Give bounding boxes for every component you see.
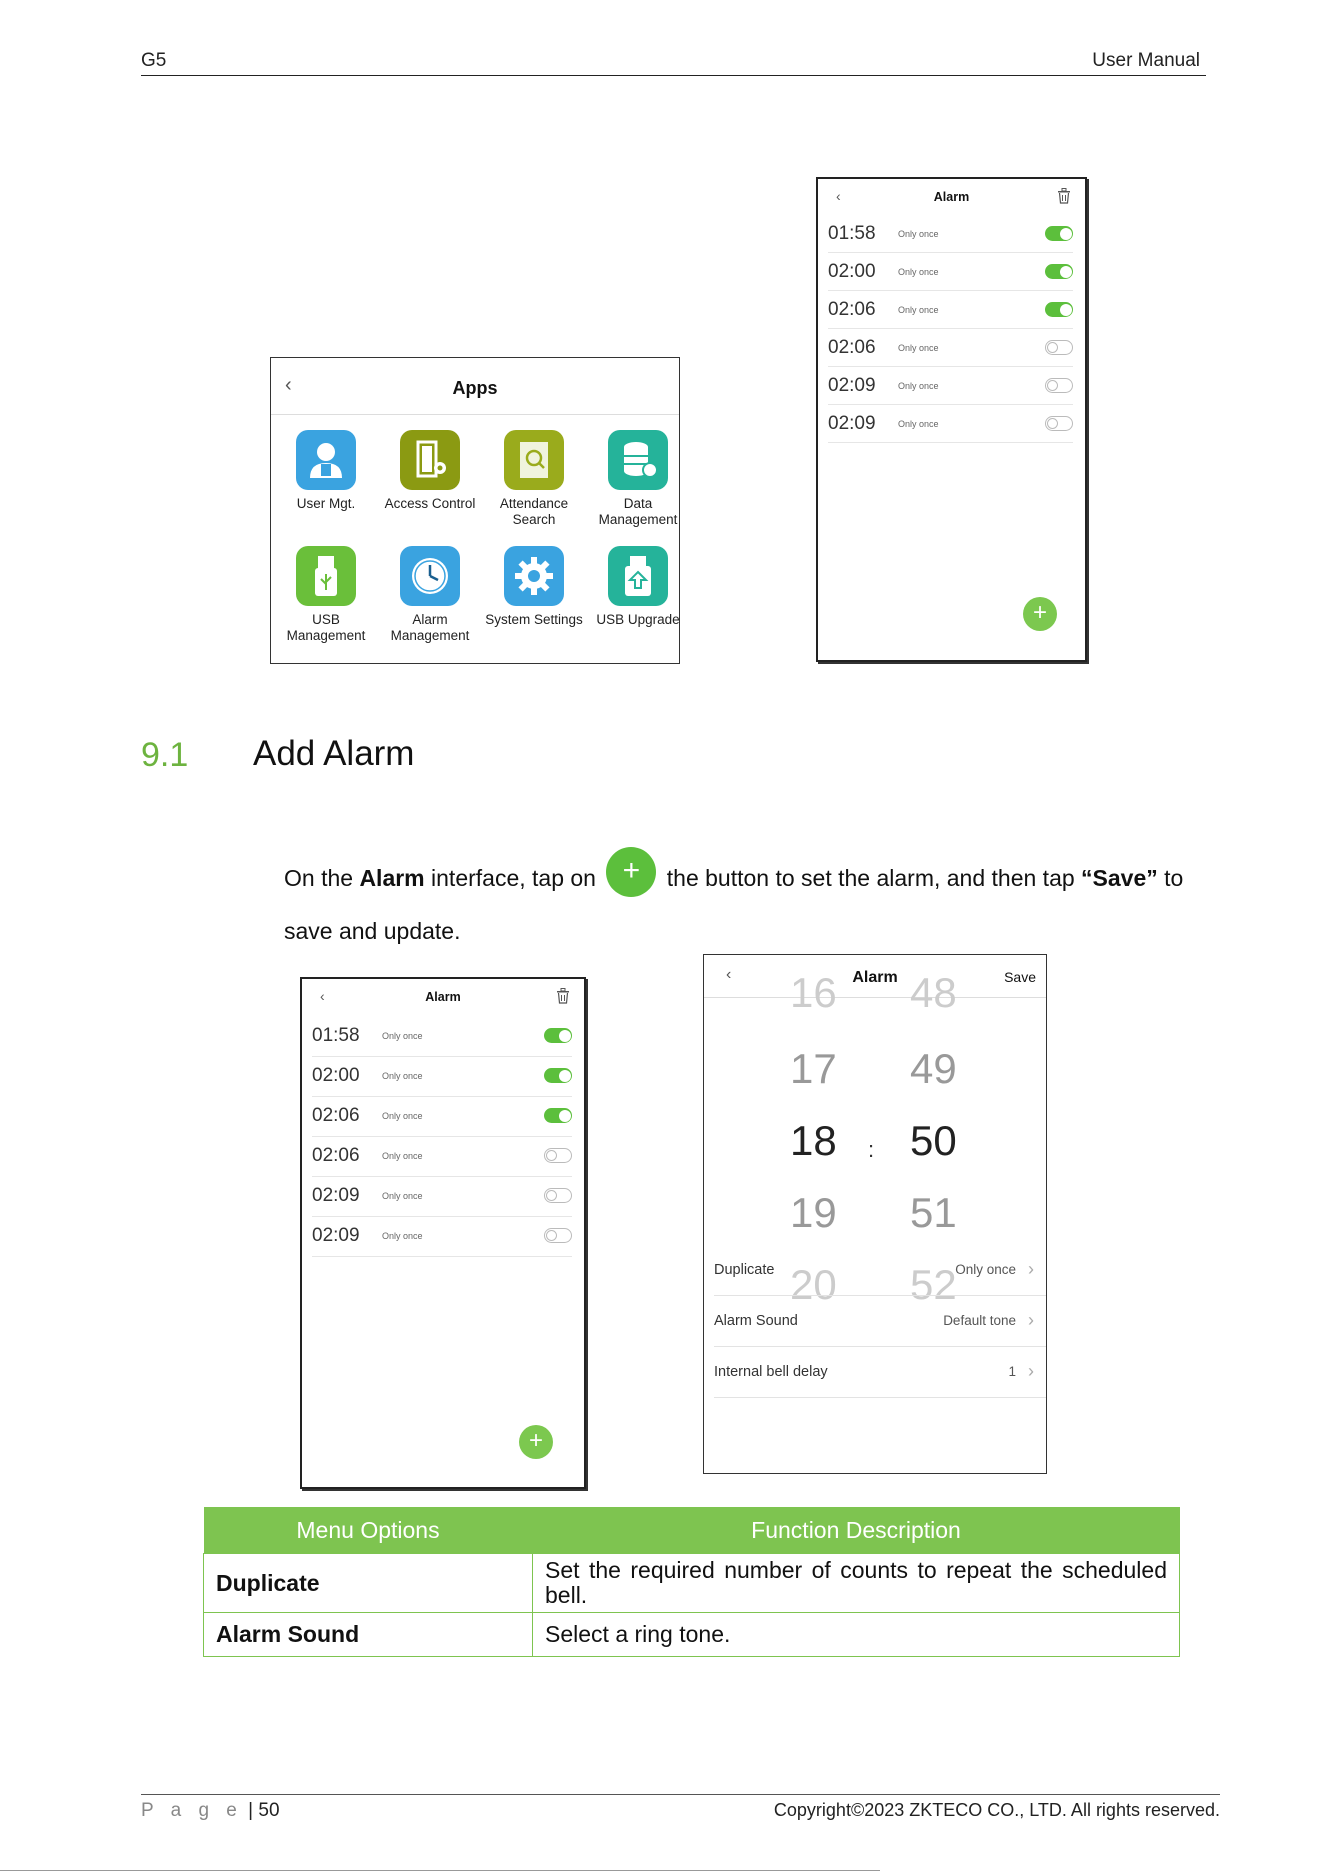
alarm-repeat: Only once <box>382 1111 423 1121</box>
alarm-row[interactable] <box>828 253 1073 291</box>
gear-icon <box>504 546 564 606</box>
clock-icon <box>400 546 460 606</box>
app-label: Alarm Management <box>390 612 470 643</box>
alarm-repeat: Only once <box>382 1231 423 1241</box>
setting-alarm-sound[interactable] <box>714 1296 1046 1347</box>
chevron-right-icon: › <box>1028 1259 1034 1279</box>
app-label: User Mgt. <box>296 496 356 511</box>
alarm-toggle[interactable] <box>544 1228 572 1243</box>
alarm-toggle[interactable] <box>1045 226 1073 241</box>
minute-option[interactable]: 48 <box>910 969 957 1016</box>
table-row <box>204 1613 1180 1657</box>
alarm-repeat: Only once <box>382 1031 423 1041</box>
alarm-time: 02:06 <box>312 1145 360 1166</box>
setting-label: Duplicate <box>714 1262 775 1278</box>
setting-label: Alarm Sound <box>714 1313 798 1329</box>
bold-text: Alarm <box>359 865 425 891</box>
alarm-time: 02:06 <box>828 299 876 320</box>
apps-topbar <box>271 358 679 415</box>
back-chevron-icon[interactable]: ‹ <box>285 374 292 396</box>
apps-title: Apps <box>452 378 498 398</box>
app-usb-upgrade[interactable] <box>586 546 690 628</box>
alarm-row[interactable] <box>312 1177 572 1217</box>
page-separator: | <box>248 1800 259 1821</box>
alarm-time: 01:58 <box>828 223 876 244</box>
usb-icon <box>296 546 356 606</box>
alarm-row[interactable] <box>828 291 1073 329</box>
table-header-row <box>204 1507 1180 1554</box>
alarm-row[interactable] <box>828 405 1073 443</box>
alarm-editor-topbar <box>704 955 1046 998</box>
alarm-time: 02:09 <box>312 1185 360 1206</box>
save-button[interactable]: Save <box>1004 969 1036 985</box>
app-label: USB Upgrade <box>596 612 680 627</box>
section-title: Add Alarm <box>253 734 415 773</box>
alarm-repeat: Only once <box>898 305 939 315</box>
app-attendance-search[interactable] <box>482 430 586 528</box>
door-icon <box>400 430 460 490</box>
app-access-control[interactable] <box>378 430 482 512</box>
user-icon <box>296 430 356 490</box>
setting-value: Only once <box>955 1262 1016 1277</box>
alarm-row[interactable] <box>828 367 1073 405</box>
alarm-toggle[interactable] <box>544 1068 572 1083</box>
upgrade-icon <box>608 546 668 606</box>
alarm-row[interactable] <box>312 1057 572 1097</box>
footer-divider <box>141 1794 1220 1795</box>
minute-option[interactable]: 51 <box>910 1189 957 1236</box>
minute-option[interactable]: 52 <box>910 1261 957 1308</box>
setting-duplicate[interactable] <box>714 1245 1046 1296</box>
app-data-management[interactable] <box>586 430 690 528</box>
back-chevron-icon[interactable]: ‹ <box>726 966 732 983</box>
hour-option[interactable]: 17 <box>790 1045 837 1092</box>
database-icon <box>608 430 668 490</box>
text: On the <box>284 865 360 891</box>
page-number-value: 50 <box>258 1800 280 1821</box>
hour-option[interactable]: 19 <box>790 1189 837 1236</box>
alarm-time: 02:09 <box>828 375 876 396</box>
app-label: Access Control <box>384 496 476 511</box>
alarm-list-topbar <box>302 979 584 1017</box>
alarm-row[interactable] <box>312 1017 572 1057</box>
setting-label: Internal bell delay <box>714 1364 828 1380</box>
alarm-list-title: Alarm <box>933 190 970 204</box>
alarm-row[interactable] <box>312 1217 572 1257</box>
app-user-mgt[interactable] <box>274 430 378 512</box>
alarm-time: 02:06 <box>828 337 876 358</box>
header-divider <box>141 75 1206 76</box>
bold-text: “Save” <box>1081 865 1158 891</box>
text: the button to set the alarm, and then tap <box>660 865 1082 891</box>
alarm-repeat: Only once <box>382 1071 423 1081</box>
instruction-paragraph <box>284 854 1224 951</box>
app-system-settings[interactable] <box>482 546 586 628</box>
alarm-toggle[interactable] <box>1045 340 1073 355</box>
back-chevron-icon[interactable]: ‹ <box>320 988 325 1004</box>
trash-icon[interactable] <box>1057 188 1071 204</box>
hour-option[interactable]: 20 <box>790 1261 837 1308</box>
app-label: Attendance Search <box>499 496 569 527</box>
setting-internal-bell-delay[interactable] <box>714 1347 1046 1398</box>
alarm-toggle[interactable] <box>544 1188 572 1203</box>
alarm-row[interactable] <box>828 329 1073 367</box>
app-label: System Settings <box>485 612 583 627</box>
alarm-toggle[interactable] <box>544 1148 572 1163</box>
app-alarm-management[interactable] <box>378 546 482 644</box>
alarm-repeat: Only once <box>382 1151 423 1161</box>
table-row <box>204 1554 1180 1613</box>
minute-option[interactable]: 49 <box>910 1045 957 1092</box>
hour-selected[interactable]: 18 <box>790 1117 837 1164</box>
alarm-repeat: Only once <box>898 229 939 239</box>
app-label: Data Management <box>598 496 678 527</box>
alarm-repeat: Only once <box>898 267 939 277</box>
alarm-row[interactable] <box>828 215 1073 253</box>
alarm-list-topbar <box>818 179 1085 215</box>
bottom-divider <box>0 1870 880 1871</box>
alarm-repeat: Only once <box>382 1191 423 1201</box>
app-usb-management[interactable] <box>274 546 378 644</box>
hour-option[interactable]: 16 <box>790 969 837 1016</box>
text: to save and update. <box>284 865 1184 944</box>
alarm-list-screenshot-1 <box>816 177 1087 662</box>
text: interface, tap on <box>424 865 603 891</box>
table-header: Menu Options <box>204 1507 533 1554</box>
page-label: P a g e <box>141 1800 243 1821</box>
time-colon: : <box>868 1137 875 1162</box>
chevron-right-icon: › <box>1028 1310 1034 1330</box>
alarm-toggle[interactable] <box>1045 378 1073 393</box>
menu-option: Alarm Sound <box>204 1613 533 1657</box>
alarm-time: 02:06 <box>312 1105 360 1126</box>
doc-header-model: G5 <box>141 50 167 71</box>
trash-icon[interactable] <box>556 988 570 1004</box>
add-alarm-button[interactable]: + <box>1023 597 1057 631</box>
search-doc-icon <box>504 430 564 490</box>
alarm-toggle[interactable] <box>1045 264 1073 279</box>
section-number: 9.1 <box>141 736 189 774</box>
page-number <box>141 1800 280 1822</box>
function-description: Set the required number of counts to repeat the scheduled bell. <box>533 1554 1180 1613</box>
setting-value: 1 <box>1008 1364 1016 1379</box>
alarm-repeat: Only once <box>898 343 939 353</box>
back-chevron-icon[interactable]: ‹ <box>836 188 841 204</box>
copyright: Copyright©2023 ZKTECO CO., LTD. All rights reserved. <box>773 1800 1220 1820</box>
alarm-toggle[interactable] <box>1045 416 1073 431</box>
alarm-time: 02:00 <box>312 1065 360 1086</box>
alarm-toggle[interactable] <box>544 1028 572 1043</box>
function-description: Select a ring tone. <box>533 1613 1180 1657</box>
alarm-toggle[interactable] <box>1045 302 1073 317</box>
minute-selected[interactable]: 50 <box>910 1117 957 1164</box>
alarm-time: 02:00 <box>828 261 876 282</box>
add-alarm-button[interactable]: + <box>519 1425 553 1459</box>
alarm-row[interactable] <box>312 1097 572 1137</box>
alarm-repeat: Only once <box>898 419 939 429</box>
app-label: USB Management <box>286 612 366 643</box>
alarm-toggle[interactable] <box>544 1108 572 1123</box>
chevron-right-icon: › <box>1028 1361 1034 1381</box>
plus-button-icon: + <box>606 847 656 897</box>
alarm-editor-title: Alarm <box>852 969 898 986</box>
alarm-row[interactable] <box>312 1137 572 1177</box>
apps-screenshot <box>270 357 680 664</box>
alarm-editor-screenshot <box>703 954 1047 1474</box>
alarm-time: 01:58 <box>312 1025 360 1046</box>
doc-header-title: User Manual <box>1092 50 1200 71</box>
alarm-list-screenshot-2 <box>300 977 586 1489</box>
alarm-time: 02:09 <box>828 413 876 434</box>
alarm-time: 02:09 <box>312 1225 360 1246</box>
menu-option: Duplicate <box>204 1554 533 1613</box>
menu-options-table <box>203 1507 1180 1657</box>
table-header: Function Description <box>533 1507 1180 1554</box>
alarm-repeat: Only once <box>898 381 939 391</box>
alarm-list-title: Alarm <box>425 990 461 1004</box>
setting-value: Default tone <box>943 1313 1016 1328</box>
